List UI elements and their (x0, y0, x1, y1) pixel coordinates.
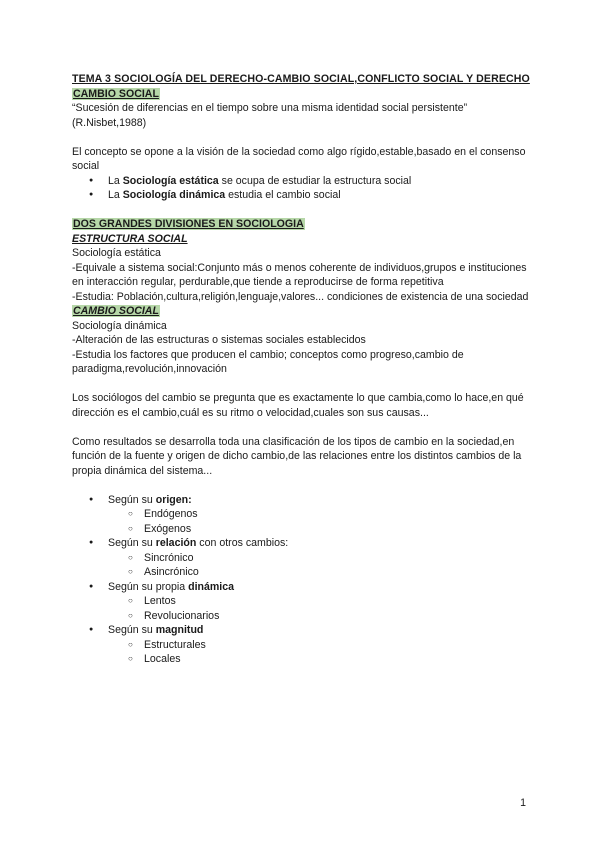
list-item: ● Según su origen: (72, 493, 532, 508)
document-page (72, 72, 532, 667)
change-types-list (72, 493, 532, 667)
sub-list-item: ○ Sincrónico (72, 551, 532, 566)
list-item: ● Según su magnitud (72, 623, 532, 638)
sociology-types-list (72, 174, 532, 203)
document-title: TEMA 3 SOCIOLOGÍA DEL DERECHO-CAMBIO SOCIAL,CONFLICTO SOCIAL Y DERECHO (72, 73, 530, 85)
sub-list-item: ○ Endógenos (72, 507, 532, 522)
divisions-heading: DOS GRANDES DIVISIONES EN SOCIOLOGIA (73, 218, 304, 230)
sub-list-item: ○ Locales (72, 652, 532, 667)
sub-list-item: ○ Lentos (72, 594, 532, 609)
paragraph: Los sociólogos del cambio se pregunta que es exactamente lo que cambia,como lo hace,en qué dirección es el cambio,cuál es su ritmo o velocidad,cuales son sus causas... (72, 392, 524, 419)
list-item: ● Según su relación con otros cambios: (72, 536, 532, 551)
cambio-subtitle: Sociología dinámica (72, 319, 167, 332)
paragraph: Como resultados se desarrolla toda una clasificación de los tipos de cambio en la sociedad,en función de la fuente y origen de dicho cambio,de las relaciones entre los distintos cambios de la propia dinámica del sistema... (72, 435, 522, 477)
estructura-subtitle: Sociología estática (72, 247, 161, 259)
cambio-social-subheading: CAMBIO SOCIAL (73, 305, 159, 317)
list-item: ● La Sociología estática se ocupa de estudiar la estructura social (72, 174, 532, 189)
cambio-social-heading: CAMBIO SOCIAL (73, 87, 159, 100)
sub-list-item: ○ Estructurales (72, 638, 532, 653)
estructura-social-heading: ESTRUCTURA SOCIAL (72, 232, 188, 245)
intro-paragraph: El concepto se opone a la visión de la sociedad como algo rígido,estable,basado en el consenso social (72, 145, 526, 172)
page-number: 1 (520, 797, 526, 809)
estructura-line: -Equivale a sistema social:Conjunto más o menos coherente de individuos,grupos e instituciones en interacción regular, perdurable,que tiende a reproducirse de forma repetitiva (72, 261, 527, 288)
list-item: ● La Sociología dinámica estudia el cambio social (72, 188, 532, 203)
cambio-line: -Estudia los factores que producen el cambio; conceptos como progreso,cambio de paradigma,revolución,innovación (72, 348, 464, 375)
sub-list-item: ○ Revolucionarios (72, 609, 532, 624)
list-item: ● Según su propia dinámica (72, 580, 532, 595)
sub-list-item: ○ Exógenos (72, 522, 532, 537)
estructura-line: -Estudia: Población,cultura,religión,lenguaje,valores... condiciones de existencia de una sociedad (72, 290, 529, 303)
sub-list-item: ○ Asincrónico (72, 565, 532, 580)
nisbet-quote: “Sucesión de diferencias en el tiempo sobre una misma identidad social persistente” (R.Nisbet,1988) (72, 102, 468, 129)
cambio-line: -Alteración de las estructuras o sistemas sociales establecidos (72, 334, 366, 346)
